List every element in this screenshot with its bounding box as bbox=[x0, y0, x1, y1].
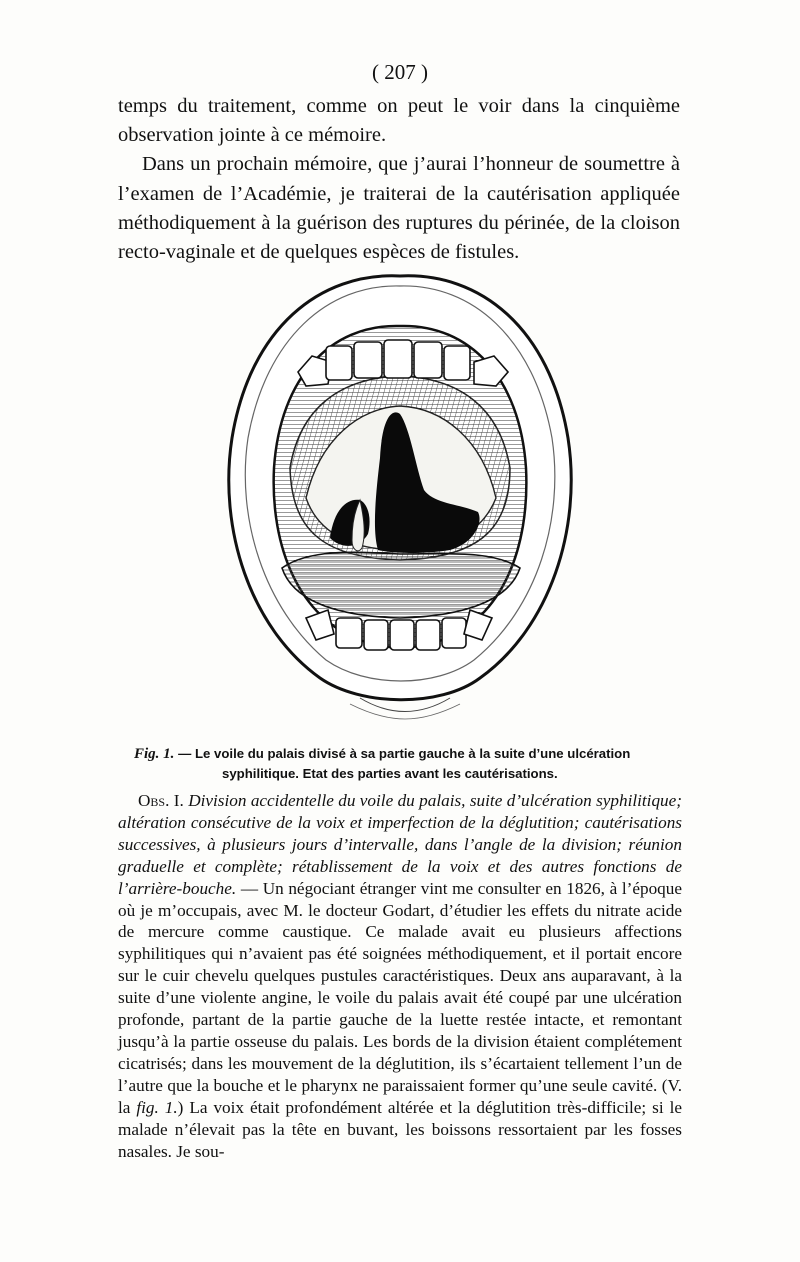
intro-paragraph-1: temps du traitement, comme on peut le voir dans la cinquième observation jointe à ce mémoire. bbox=[118, 95, 680, 147]
observation-paragraph bbox=[118, 790, 682, 1162]
observation-body-b: ) La voix était profondément altérée et la déglutition très-difficile; si le malade n’élevait pas la tête en buvant, les boissons ressortaient par les fosses nasales. Je sou- bbox=[118, 1097, 682, 1161]
intro-text bbox=[118, 92, 680, 267]
figure-label: Fig. 1. bbox=[134, 746, 175, 762]
figure-caption bbox=[128, 744, 684, 784]
mouth-illustration bbox=[210, 268, 590, 728]
page-number: ( 207 ) bbox=[372, 60, 428, 84]
figure-caption-line-1: — Le voile du palais divisé à sa partie gauche à la suite d’une ulcération bbox=[178, 746, 631, 761]
intro-paragraph-2: Dans un prochain mémoire, que j’aurai l’honneur de soumettre à l’examen de l’Académie, je traiterai de la cautérisation appliquée méthodiquement à la guérison des ruptures du périnée, de la cloison recto-vaginale et de quelques espèces de fistules. bbox=[118, 153, 680, 264]
observation-text bbox=[118, 790, 682, 1162]
observation-body-a: — Un négociant étranger vint me consulter en 1826, à l’époque où je m’occupais, avec M. le docteur Godart, d’étudier les effets du nitrate acide de mercure comme caustique. Ce malade avait eu plusieurs affections syphilitiques qui n’avaient pas été soignées méthodiquement, et il portait encore sur le cuir chevelu quelques pustules caractéristiques. Deux ans auparavant, à la suite d’une violente angine, le voile du palais avait été coupé par une ulcération profonde, partant de la partie gauche de la luette restée intacte, et remontant jusqu’à la partie osseuse du palais. Les bords de la division étaient complétement cicatrisés; dans les mouvement de la déglutition, ils s’écartaient tellement l’un de l’autre que la bouche et le pharynx ne paraissaient former qu’une seule cavité. (V. la bbox=[118, 878, 682, 1117]
figure-caption-line-2: syphilitique. Etat des parties avant les cautérisations. bbox=[222, 766, 558, 781]
observation-title: Division accidentelle du voile du palais, suite d’ulcération syphilitique; altération consécutive de la voix et imperfection de la déglutition; cautérisations successives, à plusieurs jours d’intervalle, dans l’angle de la division; réunion graduelle et complète; rétablissement de la voix et des autres fonctions de l’arrière-bouche. bbox=[118, 791, 682, 898]
figure-reference: fig. 1. bbox=[136, 1097, 178, 1117]
observation-label: Obs. I. bbox=[138, 791, 184, 810]
